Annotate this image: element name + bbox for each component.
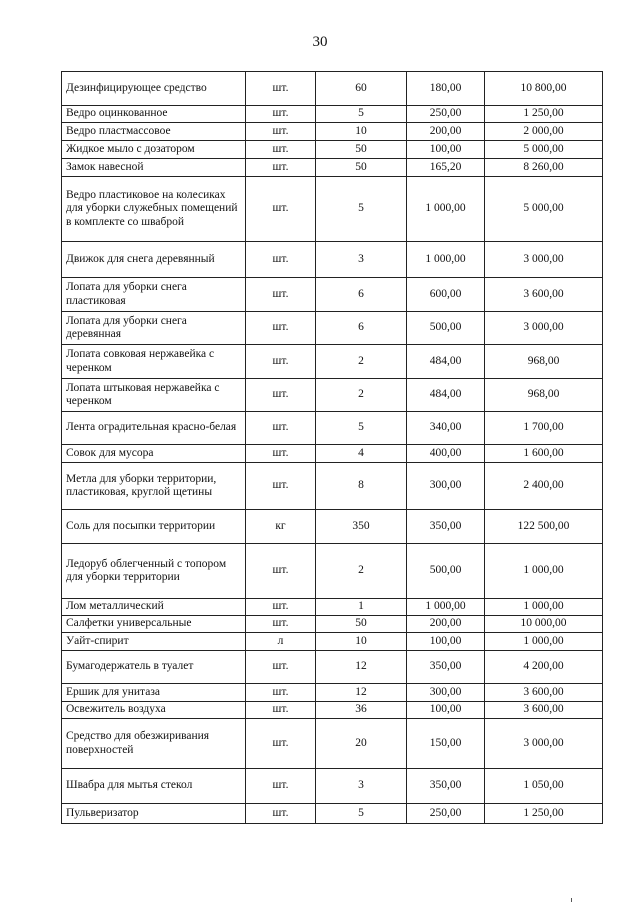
item-quantity: 1 bbox=[316, 599, 407, 616]
item-name: Уайт-спирит bbox=[62, 633, 246, 651]
item-name: Лопата для уборки снега пластиковая bbox=[62, 278, 246, 312]
item-name: Лопата для уборки снега деревянная bbox=[62, 312, 246, 345]
table-row bbox=[62, 544, 603, 599]
item-price: 100,00 bbox=[407, 702, 485, 719]
items-table-body bbox=[62, 72, 603, 824]
item-name: Ершик для унитаза bbox=[62, 684, 246, 702]
item-total: 3 600,00 bbox=[485, 684, 603, 702]
item-total: 3 000,00 bbox=[485, 312, 603, 345]
item-unit: шт. bbox=[246, 445, 316, 463]
item-total: 1 000,00 bbox=[485, 633, 603, 651]
item-total: 1 700,00 bbox=[485, 412, 603, 445]
item-total: 3 000,00 bbox=[485, 719, 603, 769]
item-unit: шт. bbox=[246, 123, 316, 141]
item-unit: шт. bbox=[246, 616, 316, 633]
item-unit: шт. bbox=[246, 651, 316, 684]
table-row bbox=[62, 633, 603, 651]
item-unit: шт. bbox=[246, 769, 316, 804]
item-quantity: 6 bbox=[316, 278, 407, 312]
item-unit: шт. bbox=[246, 242, 316, 278]
item-name: Средство для обезжиривания поверхностей bbox=[62, 719, 246, 769]
item-total: 5 000,00 bbox=[485, 177, 603, 242]
item-total: 10 000,00 bbox=[485, 616, 603, 633]
item-price: 350,00 bbox=[407, 651, 485, 684]
item-price: 600,00 bbox=[407, 278, 485, 312]
table-row bbox=[62, 769, 603, 804]
item-unit: шт. bbox=[246, 684, 316, 702]
table-row bbox=[62, 702, 603, 719]
item-unit: шт. bbox=[246, 463, 316, 510]
table-row bbox=[62, 278, 603, 312]
item-quantity: 350 bbox=[316, 510, 407, 544]
item-quantity: 8 bbox=[316, 463, 407, 510]
item-quantity: 12 bbox=[316, 684, 407, 702]
item-quantity: 50 bbox=[316, 141, 407, 159]
item-quantity: 3 bbox=[316, 242, 407, 278]
item-quantity: 6 bbox=[316, 312, 407, 345]
item-quantity: 2 bbox=[316, 345, 407, 379]
item-total: 4 200,00 bbox=[485, 651, 603, 684]
item-price: 350,00 bbox=[407, 769, 485, 804]
item-name: Лом металлический bbox=[62, 599, 246, 616]
item-unit: кг bbox=[246, 510, 316, 544]
table-row bbox=[62, 312, 603, 345]
item-unit: шт. bbox=[246, 72, 316, 106]
table-row bbox=[62, 106, 603, 123]
item-name: Соль для посыпки территории bbox=[62, 510, 246, 544]
item-name: Совок для мусора bbox=[62, 445, 246, 463]
item-price: 100,00 bbox=[407, 633, 485, 651]
item-name: Движок для снега деревянный bbox=[62, 242, 246, 278]
table-row bbox=[62, 463, 603, 510]
item-unit: шт. bbox=[246, 345, 316, 379]
item-unit: шт. bbox=[246, 177, 316, 242]
item-quantity: 20 bbox=[316, 719, 407, 769]
item-price: 250,00 bbox=[407, 106, 485, 123]
item-price: 500,00 bbox=[407, 544, 485, 599]
item-name: Метла для уборки территории, пластиковая, круглой щетины bbox=[62, 463, 246, 510]
item-total: 2 000,00 bbox=[485, 123, 603, 141]
item-quantity: 3 bbox=[316, 769, 407, 804]
item-name: Пульверизатор bbox=[62, 804, 246, 824]
item-price: 150,00 bbox=[407, 719, 485, 769]
item-quantity: 2 bbox=[316, 379, 407, 412]
item-total: 1 000,00 bbox=[485, 544, 603, 599]
item-price: 165,20 bbox=[407, 159, 485, 177]
table-row bbox=[62, 412, 603, 445]
item-unit: шт. bbox=[246, 159, 316, 177]
item-unit: л bbox=[246, 633, 316, 651]
item-price: 1 000,00 bbox=[407, 599, 485, 616]
item-price: 1 000,00 bbox=[407, 177, 485, 242]
item-name: Лопата штыковая нержавейка с черенком bbox=[62, 379, 246, 412]
item-price: 500,00 bbox=[407, 312, 485, 345]
item-name: Ледоруб облегченный с топором для уборки территории bbox=[62, 544, 246, 599]
table-row bbox=[62, 379, 603, 412]
item-quantity: 50 bbox=[316, 159, 407, 177]
item-name: Жидкое мыло с дозатором bbox=[62, 141, 246, 159]
item-price: 100,00 bbox=[407, 141, 485, 159]
items-table bbox=[61, 71, 603, 824]
item-quantity: 12 bbox=[316, 651, 407, 684]
table-row bbox=[62, 141, 603, 159]
item-total: 1 000,00 bbox=[485, 599, 603, 616]
item-name: Швабра для мытья стекол bbox=[62, 769, 246, 804]
table-row bbox=[62, 159, 603, 177]
item-quantity: 4 bbox=[316, 445, 407, 463]
table-row bbox=[62, 684, 603, 702]
table-row bbox=[62, 177, 603, 242]
item-price: 200,00 bbox=[407, 616, 485, 633]
item-total: 1 600,00 bbox=[485, 445, 603, 463]
item-name: Лента оградительная красно-белая bbox=[62, 412, 246, 445]
table-row bbox=[62, 345, 603, 379]
item-price: 350,00 bbox=[407, 510, 485, 544]
item-quantity: 2 bbox=[316, 544, 407, 599]
item-name: Лопата совковая нержавейка с черенком bbox=[62, 345, 246, 379]
item-name: Ведро пластмассовое bbox=[62, 123, 246, 141]
item-price: 300,00 bbox=[407, 463, 485, 510]
table-row bbox=[62, 72, 603, 106]
item-name: Бумагодержатель в туалет bbox=[62, 651, 246, 684]
table-row bbox=[62, 123, 603, 141]
item-quantity: 10 bbox=[316, 123, 407, 141]
item-price: 400,00 bbox=[407, 445, 485, 463]
item-total: 3 600,00 bbox=[485, 278, 603, 312]
item-unit: шт. bbox=[246, 804, 316, 824]
item-quantity: 5 bbox=[316, 412, 407, 445]
item-price: 300,00 bbox=[407, 684, 485, 702]
item-unit: шт. bbox=[246, 599, 316, 616]
item-total: 122 500,00 bbox=[485, 510, 603, 544]
table-row bbox=[62, 651, 603, 684]
item-name: Ведро оцинкованное bbox=[62, 106, 246, 123]
item-unit: шт. bbox=[246, 702, 316, 719]
item-price: 180,00 bbox=[407, 72, 485, 106]
item-unit: шт. bbox=[246, 106, 316, 123]
table-row bbox=[62, 242, 603, 278]
table-row bbox=[62, 445, 603, 463]
item-total: 1 050,00 bbox=[485, 769, 603, 804]
item-name: Дезинфицирующее средство bbox=[62, 72, 246, 106]
item-quantity: 36 bbox=[316, 702, 407, 719]
item-quantity: 50 bbox=[316, 616, 407, 633]
table-row bbox=[62, 599, 603, 616]
item-quantity: 5 bbox=[316, 804, 407, 824]
table-row bbox=[62, 804, 603, 824]
item-total: 5 000,00 bbox=[485, 141, 603, 159]
item-quantity: 60 bbox=[316, 72, 407, 106]
item-total: 968,00 bbox=[485, 379, 603, 412]
item-name: Замок навесной bbox=[62, 159, 246, 177]
item-total: 2 400,00 bbox=[485, 463, 603, 510]
table-row bbox=[62, 510, 603, 544]
item-price: 340,00 bbox=[407, 412, 485, 445]
item-quantity: 5 bbox=[316, 177, 407, 242]
item-total: 8 260,00 bbox=[485, 159, 603, 177]
item-price: 200,00 bbox=[407, 123, 485, 141]
item-name: Салфетки универсальные bbox=[62, 616, 246, 633]
table-row bbox=[62, 719, 603, 769]
table-row bbox=[62, 616, 603, 633]
item-price: 484,00 bbox=[407, 345, 485, 379]
item-quantity: 5 bbox=[316, 106, 407, 123]
item-unit: шт. bbox=[246, 719, 316, 769]
item-total: 3 600,00 bbox=[485, 702, 603, 719]
item-unit: шт. bbox=[246, 312, 316, 345]
item-name: Освежитель воздуха bbox=[62, 702, 246, 719]
item-price: 484,00 bbox=[407, 379, 485, 412]
item-total: 1 250,00 bbox=[485, 106, 603, 123]
scan-mark bbox=[571, 898, 572, 902]
item-unit: шт. bbox=[246, 278, 316, 312]
item-total: 10 800,00 bbox=[485, 72, 603, 106]
page-number: 30 bbox=[312, 34, 328, 50]
item-total: 1 250,00 bbox=[485, 804, 603, 824]
item-price: 250,00 bbox=[407, 804, 485, 824]
item-unit: шт. bbox=[246, 544, 316, 599]
item-total: 3 000,00 bbox=[485, 242, 603, 278]
item-unit: шт. bbox=[246, 379, 316, 412]
item-total: 968,00 bbox=[485, 345, 603, 379]
item-quantity: 10 bbox=[316, 633, 407, 651]
item-name: Ведро пластиковое на колесиках для уборки служебных помещений в комплекте со шваброй bbox=[62, 177, 246, 242]
item-unit: шт. bbox=[246, 141, 316, 159]
item-price: 1 000,00 bbox=[407, 242, 485, 278]
item-unit: шт. bbox=[246, 412, 316, 445]
